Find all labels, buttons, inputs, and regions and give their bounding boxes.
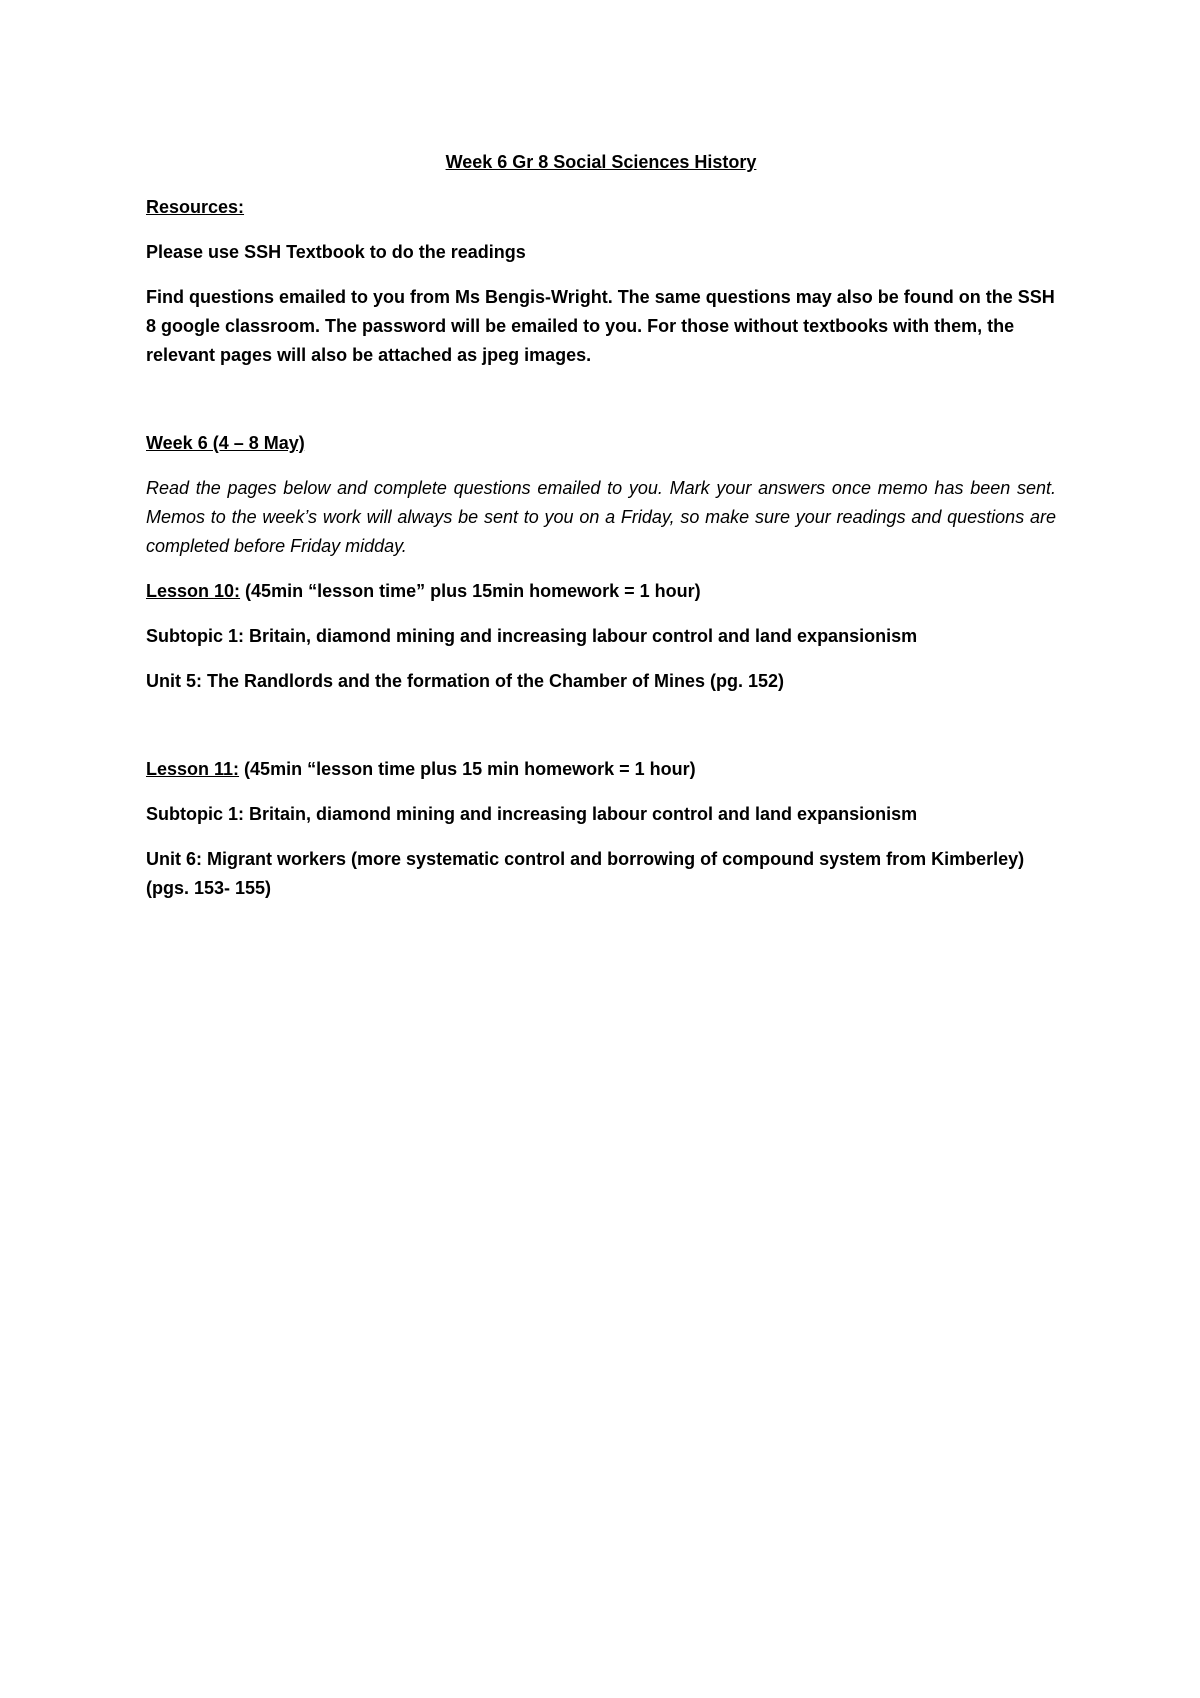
lesson-10-unit: Unit 5: The Randlords and the formation of the Chamber of Mines (pg. 152): [146, 671, 785, 691]
lesson-11-detail: (45min “lesson time plus 15 min homework = 1 hour): [239, 759, 696, 779]
page-title: Week 6 Gr 8 Social Sciences History: [445, 152, 757, 172]
resources-textbook-line: Please use SSH Textbook to do the readings: [146, 242, 526, 262]
week-heading: Week 6 (4 – 8 May): [146, 433, 305, 453]
section-spacer: [146, 386, 1056, 429]
section-spacer: [146, 712, 1056, 755]
lesson-11-heading: [146, 755, 1056, 784]
lesson-11-label: Lesson 11:: [146, 759, 240, 779]
lesson-10-label: Lesson 10:: [146, 581, 241, 601]
lesson-10-heading: [146, 577, 1056, 606]
lesson-10-detail: (45min “lesson time” plus 15min homework = 1 hour): [240, 581, 701, 601]
document-body: [146, 148, 1056, 919]
resources-heading: Resources:: [146, 197, 245, 217]
instructions-paragraph: Read the pages below and complete questions emailed to you. Mark your answers once memo has been sent. Memos to the week’s work will always be sent to you on a Friday, so make sure your readings and questions are completed before Friday midday.: [146, 478, 1056, 556]
lesson-11-subtopic: Subtopic 1: Britain, diamond mining and increasing labour control and land expansionism: [146, 804, 918, 824]
resources-questions-paragraph: Find questions emailed to you from Ms Bengis-Wright. The same questions may also be found on the SSH 8 google classroom. The password will be emailed to you. For those without textbooks with them, the relevant pages will also be attached as jpeg images.: [146, 287, 1055, 365]
lesson-11-unit: Unit 6: Migrant workers (more systematic control and borrowing of compound system from Kimberley) (pgs. 153- 155): [146, 849, 1025, 898]
lesson-10-subtopic: Subtopic 1: Britain, diamond mining and increasing labour control and land expansionism: [146, 626, 918, 646]
